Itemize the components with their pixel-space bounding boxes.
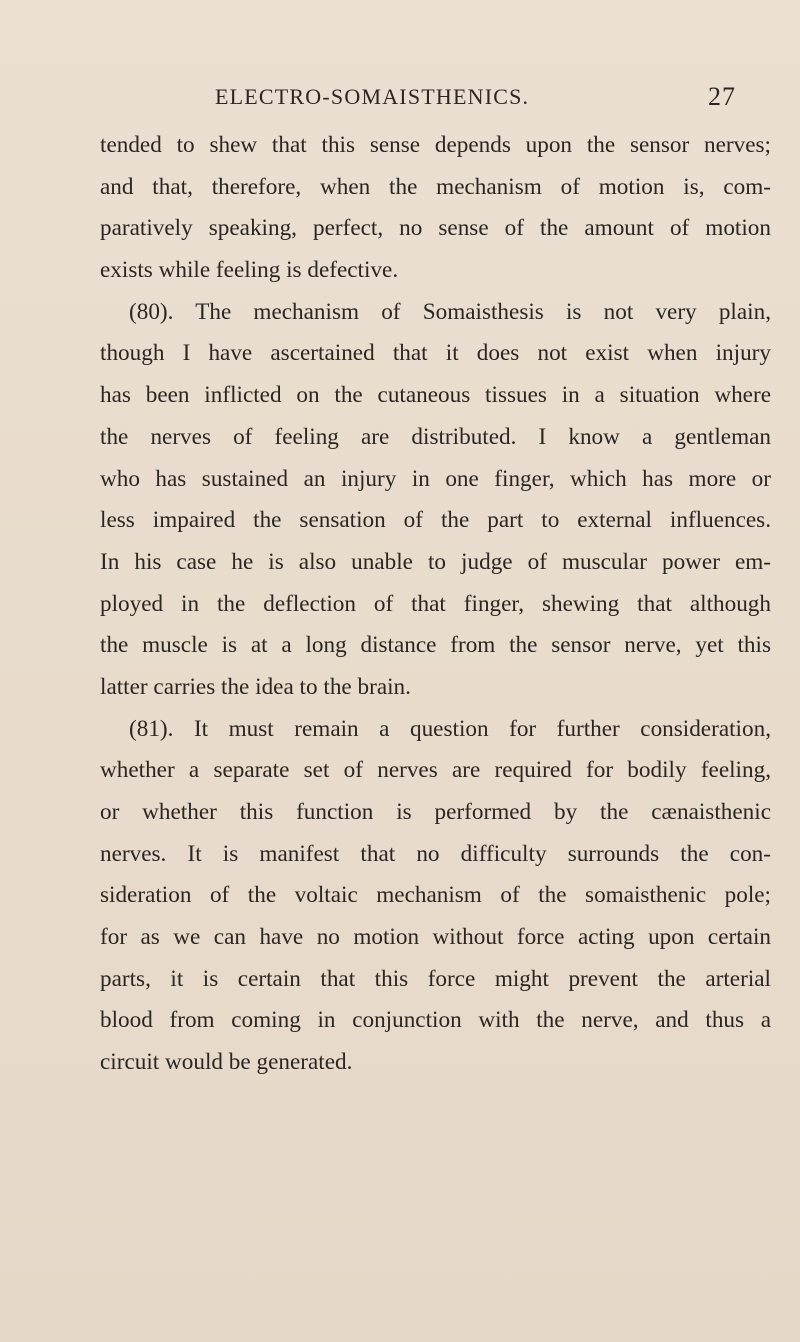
text-line: nerves. It is manifest that no difficulty surrounds the con- [100, 840, 771, 867]
text-line: paratively speaking, perfect, no sense of the amount of motion [100, 215, 771, 242]
text-line: exists while feeling is defective. [100, 257, 399, 284]
running-head [0, 84, 800, 116]
text-line: parts, it is certain that this force might prevent the arterial [100, 965, 771, 992]
paragraph-81-start: (81). It must remain a question for further consideration, [129, 715, 771, 742]
text-line: the nerves of feeling are distributed. I know a gentleman [100, 423, 771, 450]
text-line: though I have ascertained that it does not exist when injury [100, 340, 771, 367]
page-number: 27 [708, 82, 736, 111]
text-line: tended to shew that this sense depends upon the sensor nerves; [100, 132, 771, 158]
text-line: who has sustained an injury in one finger, which has more or [100, 465, 771, 492]
text-line: has been inflicted on the cutaneous tissues in a situation where [100, 382, 771, 409]
text-line: sideration of the voltaic mechanism of the somaisthenic pole; [100, 882, 771, 909]
text-line: latter carries the idea to the brain. [100, 673, 411, 700]
text-line: for as we can have no motion without force acting upon certain [100, 924, 771, 951]
text-line: or whether this function is performed by the cænaisthenic [100, 799, 771, 825]
body-text [100, 125, 771, 1084]
text-line: whether a separate set of nerves are required for bodily feeling, [100, 757, 771, 784]
text-line: blood from coming in conjunction with the nerve, and thus a [100, 1007, 771, 1034]
text-line: circuit would be generated. [100, 1049, 353, 1076]
text-line: and that, therefore, when the mechanism of motion is, com- [100, 173, 771, 200]
text-line: In his case he is also unable to judge of muscular power em- [100, 548, 771, 575]
text-line: less impaired the sensation of the part to external influences. [100, 507, 771, 534]
text-line: ployed in the deflection of that finger, shewing that although [100, 590, 771, 617]
text-line: the muscle is at a long distance from the sensor nerve, yet this [100, 632, 771, 659]
running-title: ELECTRO-SOMAISTHENICS. [215, 84, 530, 109]
paragraph-80-start: (80). The mechanism of Somaisthesis is not very plain, [129, 298, 771, 325]
